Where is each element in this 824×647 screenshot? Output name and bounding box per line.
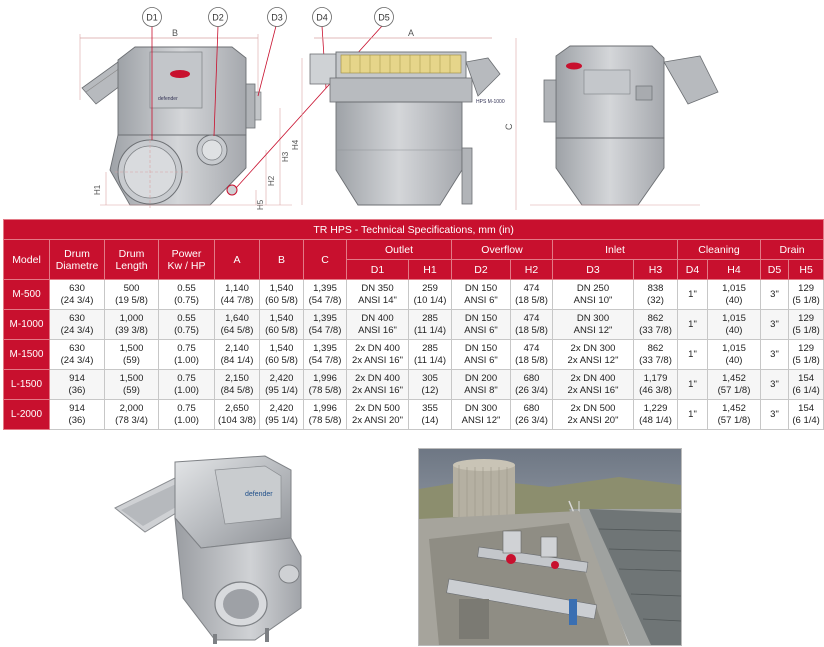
cell-h3: 1,179 (46 3/8) <box>634 370 678 400</box>
cell-a: 1,640 (64 5/8) <box>215 310 260 340</box>
svg-text:D3: D3 <box>271 12 283 23</box>
dim-h3-label: H3 <box>281 151 290 162</box>
model-cell: M-1000 <box>4 310 50 340</box>
svg-text:D4: D4 <box>316 12 328 23</box>
model-cell: M-500 <box>4 280 50 310</box>
col-d2: D2 <box>452 260 511 280</box>
machine-brand-label: defender <box>245 491 273 498</box>
cell-d1: DN 400 ANSI 16" <box>347 310 409 340</box>
front-view-drawing <box>291 28 505 205</box>
cell-h3: 1,229 (48 1/4) <box>634 400 678 430</box>
col-group-drain: Drain <box>761 240 824 260</box>
cell-h1: 259 (10 1/4) <box>409 280 452 310</box>
cell-h4: 1,452 (57 1/8) <box>708 370 761 400</box>
col-h2: H2 <box>511 260 553 280</box>
cell-h1: 285 (11 1/4) <box>409 340 452 370</box>
col-h5: H5 <box>789 260 824 280</box>
cell-h4: 1,015 (40) <box>708 340 761 370</box>
cell-c: 1,395 (54 7/8) <box>304 310 347 340</box>
callout-d5 <box>375 8 394 27</box>
cell-h1: 305 (12) <box>409 370 452 400</box>
cell-dd: 914 (36) <box>50 400 105 430</box>
col-c: C <box>304 240 347 280</box>
dim-h4-label: H4 <box>291 139 300 150</box>
cell-d3: 2x DN 500 2x ANSI 20" <box>553 400 634 430</box>
cell-c: 1,996 (78 5/8) <box>304 370 347 400</box>
dim-h1-label: H1 <box>93 184 102 195</box>
technical-drawings <box>0 0 800 215</box>
cell-pw: 0.75 (1.00) <box>159 370 215 400</box>
svg-text:D1: D1 <box>146 12 158 23</box>
cell-d3: 2x DN 400 2x ANSI 16" <box>553 370 634 400</box>
cell-d1: DN 350 ANSI 14" <box>347 280 409 310</box>
cell-c: 1,395 (54 7/8) <box>304 280 347 310</box>
col-group-cleaning: Cleaning <box>678 240 761 260</box>
col-h1: H1 <box>409 260 452 280</box>
cell-d1: 2x DN 400 2x ANSI 16" <box>347 370 409 400</box>
cell-b: 2,420 (95 1/4) <box>260 370 304 400</box>
callout-d3 <box>268 8 287 27</box>
cell-d2: DN 150 ANSI 6" <box>452 280 511 310</box>
cell-b: 1,540 (60 5/8) <box>260 280 304 310</box>
dim-b-label: B <box>172 28 179 38</box>
cell-h4: 1,015 (40) <box>708 280 761 310</box>
cell-h2: 474 (18 5/8) <box>511 280 553 310</box>
dim-a-label: A <box>408 28 415 38</box>
cell-d5: 3" <box>761 370 789 400</box>
col-model: Model <box>4 240 50 280</box>
col-group-outlet: Outlet <box>347 240 452 260</box>
col-d1: D1 <box>347 260 409 280</box>
cell-h4: 1,015 (40) <box>708 310 761 340</box>
cell-d4: 1" <box>678 400 708 430</box>
col-d4: D4 <box>678 260 708 280</box>
cell-d4: 1" <box>678 280 708 310</box>
col-d5: D5 <box>761 260 789 280</box>
cell-dd: 630 (24 3/4) <box>50 310 105 340</box>
cell-h2: 474 (18 5/8) <box>511 310 553 340</box>
col-h3: H3 <box>634 260 678 280</box>
callout-d4 <box>313 8 332 27</box>
cell-a: 2,150 (84 5/8) <box>215 370 260 400</box>
side-brand-label: defender <box>158 96 178 102</box>
table-row <box>4 370 824 400</box>
cell-a: 2,140 (84 1/4) <box>215 340 260 370</box>
col-b: B <box>260 240 304 280</box>
cell-h2: 474 (18 5/8) <box>511 340 553 370</box>
cell-h5: 154 (6 1/4) <box>789 400 824 430</box>
cell-d2: DN 200 ANSI 8" <box>452 370 511 400</box>
cell-dd: 630 (24 3/4) <box>50 340 105 370</box>
cell-d1: 2x DN 400 2x ANSI 16" <box>347 340 409 370</box>
col-h4: H4 <box>708 260 761 280</box>
cell-dl: 1,000 (39 3/8) <box>105 310 159 340</box>
cell-dl: 500 (19 5/8) <box>105 280 159 310</box>
cell-d3: DN 300 ANSI 12" <box>553 310 634 340</box>
dim-c-label: C <box>504 123 514 130</box>
cell-pw: 0.75 (1.00) <box>159 340 215 370</box>
col-d3: D3 <box>553 260 634 280</box>
dim-h5-label: H5 <box>256 199 265 210</box>
end-view-drawing <box>504 38 718 210</box>
svg-text:D5: D5 <box>378 12 390 23</box>
col-drum-diameter: Drum Diametre <box>50 240 105 280</box>
cell-h5: 154 (6 1/4) <box>789 370 824 400</box>
cell-h4: 1,452 (57 1/8) <box>708 400 761 430</box>
end-brand-badge-icon <box>566 63 582 70</box>
cell-dl: 2,000 (78 3/4) <box>105 400 159 430</box>
model-cell: L-1500 <box>4 370 50 400</box>
col-group-overflow: Overflow <box>452 240 553 260</box>
cell-dd: 914 (36) <box>50 370 105 400</box>
cell-d2: DN 150 ANSI 6" <box>452 310 511 340</box>
col-power: Power Kw / HP <box>159 240 215 280</box>
cell-dl: 1,500 (59) <box>105 340 159 370</box>
cell-h2: 680 (26 3/4) <box>511 400 553 430</box>
cell-dl: 1,500 (59) <box>105 370 159 400</box>
cell-h3: 862 (33 7/8) <box>634 340 678 370</box>
cell-b: 1,540 (60 5/8) <box>260 310 304 340</box>
callout-d2 <box>209 8 228 27</box>
cell-d1: 2x DN 500 2x ANSI 20" <box>347 400 409 430</box>
cell-h5: 129 (5 1/8) <box>789 310 824 340</box>
svg-text:D2: D2 <box>212 12 224 23</box>
spec-table-container <box>3 219 820 430</box>
installation-site-photo <box>418 448 682 646</box>
cell-d4: 1" <box>678 340 708 370</box>
cell-d3: DN 250 ANSI 10" <box>553 280 634 310</box>
model-cell: L-2000 <box>4 400 50 430</box>
col-drum-length: Drum Length <box>105 240 159 280</box>
callout-d1 <box>143 8 162 27</box>
spec-table-body <box>4 280 824 430</box>
cell-h1: 285 (11 1/4) <box>409 310 452 340</box>
model-cell: M-1500 <box>4 340 50 370</box>
table-row <box>4 340 824 370</box>
cell-c: 1,395 (54 7/8) <box>304 340 347 370</box>
table-row <box>4 280 824 310</box>
cell-d5: 3" <box>761 400 789 430</box>
cell-c: 1,996 (78 5/8) <box>304 400 347 430</box>
cell-pw: 0.55 (0.75) <box>159 310 215 340</box>
cell-h1: 355 (14) <box>409 400 452 430</box>
cell-h5: 129 (5 1/8) <box>789 340 824 370</box>
front-plate-label: HPS M-1000 <box>476 99 505 105</box>
cell-b: 2,420 (95 1/4) <box>260 400 304 430</box>
cell-pw: 0.55 (0.75) <box>159 280 215 310</box>
cell-h3: 838 (32) <box>634 280 678 310</box>
cell-pw: 0.75 (1.00) <box>159 400 215 430</box>
cell-h3: 862 (33 7/8) <box>634 310 678 340</box>
cell-d2: DN 150 ANSI 6" <box>452 340 511 370</box>
cell-h5: 129 (5 1/8) <box>789 280 824 310</box>
cell-b: 1,540 (60 5/8) <box>260 340 304 370</box>
cell-d4: 1" <box>678 310 708 340</box>
spec-table <box>3 219 824 430</box>
table-row <box>4 310 824 340</box>
cell-d2: DN 300 ANSI 12" <box>452 400 511 430</box>
cell-a: 2,650 (104 3/8) <box>215 400 260 430</box>
cell-d3: 2x DN 300 2x ANSI 12" <box>553 340 634 370</box>
cell-h2: 680 (26 3/4) <box>511 370 553 400</box>
table-title: TR HPS - Technical Specifications, mm (in) <box>4 220 824 240</box>
machine-photo <box>105 448 333 644</box>
cell-d5: 3" <box>761 340 789 370</box>
col-a: A <box>215 240 260 280</box>
cell-d4: 1" <box>678 370 708 400</box>
cell-d5: 3" <box>761 280 789 310</box>
cell-a: 1,140 (44 7/8) <box>215 280 260 310</box>
table-row <box>4 400 824 430</box>
cell-d5: 3" <box>761 310 789 340</box>
dim-h2-label: H2 <box>267 175 276 186</box>
brand-badge-icon <box>170 70 190 78</box>
col-group-inlet: Inlet <box>553 240 678 260</box>
cell-dd: 630 (24 3/4) <box>50 280 105 310</box>
